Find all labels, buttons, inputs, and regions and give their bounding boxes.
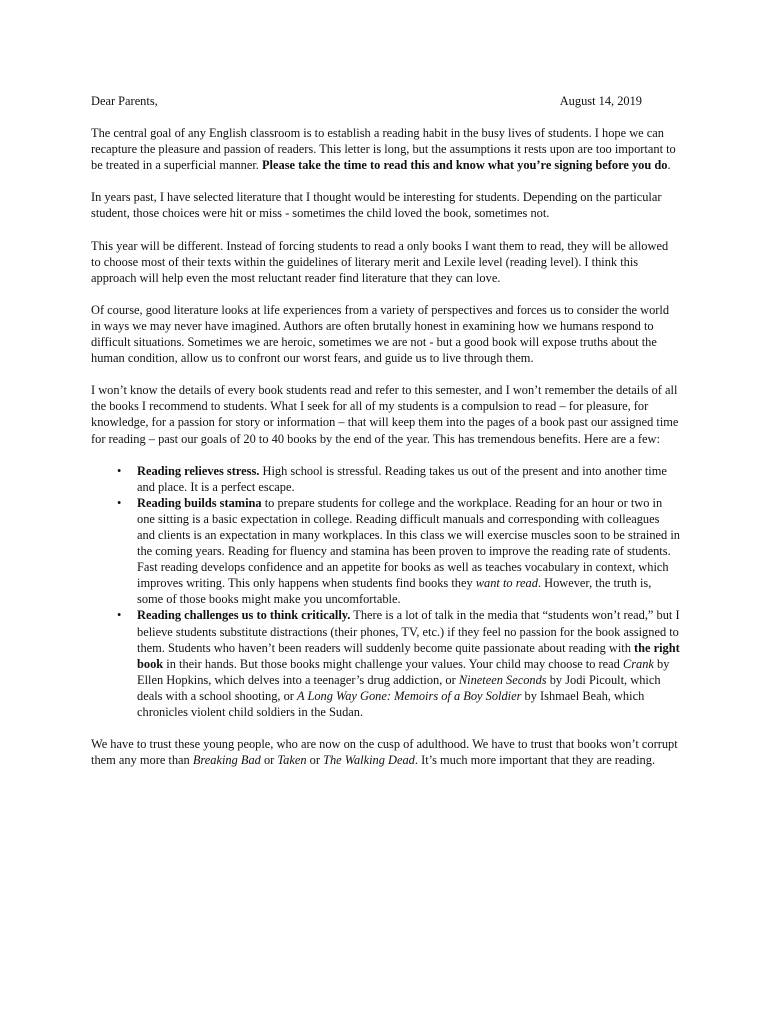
paragraph-intro-text: The central goal of any English classroom is to establish a reading habit in the busy lives of students. I hope we can recapture the pleasure and passion of readers. This letter is long, but the assumptions it rests upon are too important to be treated in a superficial manner. bbox=[91, 126, 676, 173]
paragraph-compulsion-to-read: I won’t know the details of every book students read and refer to this semester, and I won’t remember the details of all the books I recommend to students. What I seek for all of my students is a compulsion to read – for pleasure, for knowledge, for a passion for story or information – that will keep them into the pages of a book past our assigned time for reading – past our goals of 20 to 40 books by the end of the year. This has tremendous benefits. Here are a few: bbox=[91, 383, 679, 446]
benefit-text: High school is stressful. Reading takes us out of the present and into another time and place. It is a perfect escape. bbox=[137, 463, 667, 494]
paragraph-intro-emphasis: Please take the time to read this and know what you’re signing before you do bbox=[261, 158, 668, 173]
show-title-taken: Taken bbox=[277, 753, 307, 768]
paragraph-intro bbox=[91, 125, 680, 173]
paragraph-this-year: This year will be different. Instead of forcing students to read a only books I want them to read, they will be allowed to choose most of their texts within the guidelines of literary merit and Lexile level (reading level). I think this approach will help even the most reluctant reader find literature that they can love. bbox=[91, 238, 669, 285]
book-title-crank: Crank bbox=[622, 656, 654, 671]
benefit-text-5: by Ishmael Beah, which chronicles violent child soldiers in the Sudan. bbox=[137, 688, 645, 719]
list-item bbox=[117, 607, 680, 720]
benefit-heading: Reading challenges us to think critically. bbox=[137, 608, 351, 623]
bullet-icon: • bbox=[117, 495, 122, 510]
benefit-heading: Reading relieves stress. bbox=[137, 463, 260, 478]
book-title-long-way-gone: A Long Way Gone: Memoirs of a Boy Soldier bbox=[297, 688, 522, 703]
book-title-nineteen-seconds: Nineteen Seconds bbox=[458, 672, 547, 687]
paragraph-trust bbox=[91, 736, 680, 768]
benefit-text-2: in their hands. But those books might challenge your values. Your child may choose to read bbox=[163, 656, 623, 671]
benefit-text: There is a lot of talk in the media that “students won’t read,” but I believe students substitute distractions (their phones, TV, etc.) if they feel no passion for the book assigned to them. Students who haven’t been readers will suddenly become quite passionate about reading with bbox=[137, 608, 680, 655]
connector-or: or bbox=[306, 753, 324, 768]
salutation: Dear Parents, bbox=[91, 94, 158, 108]
list-item bbox=[117, 463, 680, 495]
benefit-emphasis: want to read bbox=[475, 576, 538, 591]
paragraph-trust-text: We have to trust these young people, who are now on the cusp of adulthood. We have to trust that books won’t corrupt them any more than bbox=[91, 737, 678, 768]
paragraph-good-literature: Of course, good literature looks at life experiences from a variety of perspectives and forces us to consider the world in ways we may never have imagined. Authors are often brutally honest in examining how we humans respond to difficult situations. Sometimes we are heroic, sometimes we are not - but a good book will expose truths about the human condition, allow us to confront our worst fears, and guide us to live through them. bbox=[91, 302, 670, 366]
benefit-heading: Reading builds stamina bbox=[137, 495, 262, 510]
benefits-list bbox=[91, 463, 680, 721]
benefit-emphasis: the right book bbox=[137, 640, 680, 671]
letter-header bbox=[91, 93, 680, 109]
benefit-text-end: . However, the truth is, some of those books might make you uncomfortable. bbox=[137, 576, 652, 607]
benefit-text: to prepare students for college and the workplace. Reading for an hour or two in one sitting is a basic expectation in college. Reading difficult manuals and corresponding with colleagues and clients is an expectation in many workplaces. In this class we will exercise muscles soon to be strained in the coming years. Reading for fluency and stamina has been proven to improve the reading rate of students. Fast reading develops confidence and an appetite for books as well as teaches vocabulary in context, which improves writing. This only happens when students find books they bbox=[137, 495, 680, 591]
bullet-icon: • bbox=[117, 608, 122, 623]
benefit-text-4: by Jodi Picoult, which deals with a school shooting, or bbox=[137, 672, 661, 703]
show-title-breaking-bad: Breaking Bad bbox=[192, 753, 261, 768]
connector-or: or bbox=[260, 753, 278, 768]
bullet-icon: • bbox=[117, 463, 122, 478]
paragraph-intro-end: . bbox=[667, 158, 671, 173]
show-title-walking-dead: The Walking Dead bbox=[323, 753, 415, 768]
letter-date: August 14, 2019 bbox=[559, 94, 642, 108]
paragraph-trust-end: . It’s much more important that they are reading. bbox=[414, 753, 656, 768]
list-item bbox=[117, 495, 680, 608]
benefit-text-3: by Ellen Hopkins, which delves into a teenager’s drug addiction, or bbox=[137, 656, 670, 687]
paragraph-years-past: In years past, I have selected literature that I thought would be interesting for students. Depending on the particular student, those choices were hit or miss - sometimes the child loved the book, sometimes not. bbox=[91, 190, 662, 221]
